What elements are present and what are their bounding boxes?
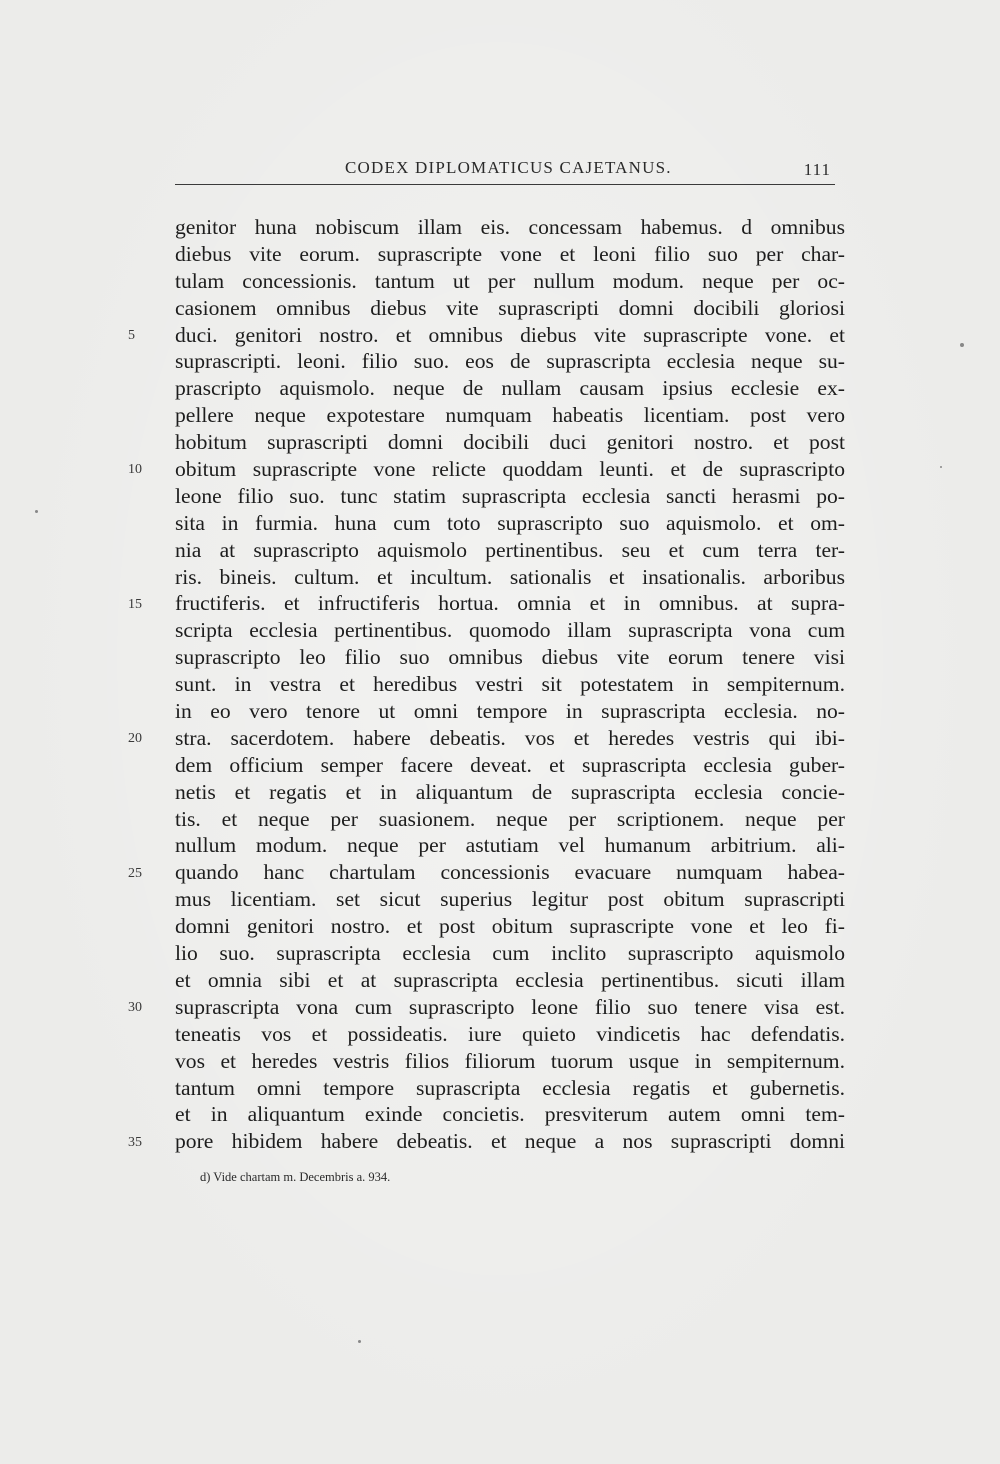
text-line: mus licentiam. set sicut superius legitur post obitum suprascripti xyxy=(175,887,845,912)
text-line: lio suo. suprascripta ecclesia cum inclito suprascripto aquismolo xyxy=(175,941,845,966)
text-line: vos et heredes vestris filios filiorum tuorum usque in sempiternum. xyxy=(175,1048,845,1073)
text-line: domni genitori nostro. et post obitum suprascripte vone et leo fi- xyxy=(175,914,845,939)
paper-speck xyxy=(358,1340,361,1343)
text-line: nia at suprascripto aquismolo pertinentibus. seu et cum terra ter- xyxy=(175,537,845,562)
text-line: suprascripto leo filio suo omnibus diebus vite eorum tenere visi xyxy=(175,645,845,670)
text-line: tantum omni tempore suprascripta ecclesia regatis et gubernetis. xyxy=(175,1075,845,1100)
body-text xyxy=(175,214,845,1155)
line-number: 20 xyxy=(128,731,142,747)
paper-speck xyxy=(35,510,38,513)
text-line: in eo vero tenore ut omni tempore in suprascripta ecclesia. no- xyxy=(175,699,845,724)
text-line: teneatis vos et possideatis. iure quieto vindicetis hac defendatis. xyxy=(175,1021,845,1046)
text-line: dem officium semper facere deveat. et suprascripta ecclesia guber- xyxy=(175,752,845,777)
text-line: ris. bineis. cultum. et incultum. sationalis et insationalis. arboribus xyxy=(175,564,845,589)
text-line: duci. genitori nostro. et omnibus diebus vite suprascripte vone. et xyxy=(175,322,845,347)
line-number: 25 xyxy=(128,865,142,881)
text-line: tis. et neque per suasionem. neque per scriptionem. neque per xyxy=(175,806,845,831)
text-line: sita in furmia. huna cum toto suprascripto suo aquismolo. et om- xyxy=(175,510,845,535)
footnote: d) Vide chartam m. Decembris a. 934. xyxy=(200,1170,391,1184)
running-head xyxy=(175,150,835,180)
text-line: suprascripti. leoni. filio suo. eos de suprascripta ecclesia neque su- xyxy=(175,349,845,374)
text-line: nullum modum. neque per astutiam vel humanum arbitrium. ali- xyxy=(175,833,845,858)
line-number: 10 xyxy=(128,462,142,478)
text-line: leone filio suo. tunc statim suprascripta ecclesia sancti herasmi po- xyxy=(175,483,845,508)
text-line: quando hanc chartulam concessionis evacuare numquam habea- xyxy=(175,860,845,885)
line-number: 35 xyxy=(128,1134,142,1150)
line-number: 30 xyxy=(128,1000,142,1016)
text-line: diebus vite eorum. suprascripte vone et leoni filio suo per char- xyxy=(175,241,845,266)
text-line: pellere neque expotestare numquam habeatis licentiam. post vero xyxy=(175,403,845,428)
text-line: obitum suprascripte vone relicte quoddam leunti. et de suprascripto xyxy=(175,457,845,482)
text-line: et in aliquantum exinde concietis. presviterum autem omni tem- xyxy=(175,1102,845,1127)
text-line: netis et regatis et in aliquantum de suprascripta ecclesia concie- xyxy=(175,779,845,804)
text-line: pore hibidem habere debeatis. et neque a nos suprascripti domni xyxy=(175,1129,845,1154)
paper-speck xyxy=(960,343,964,347)
text-line: stra. sacerdotem. habere debeatis. vos et heredes vestris qui ibi- xyxy=(175,725,845,750)
running-title: CODEX DIPLOMATICUS CAJETANUS. xyxy=(345,158,672,177)
line-number: 15 xyxy=(128,596,142,612)
text-line: tulam concessionis. tantum ut per nullum modum. neque per oc- xyxy=(175,268,845,293)
text-line: prascripto aquismolo. neque de nullam causam ipsius ecclesie ex- xyxy=(175,376,845,401)
page-number: 111 xyxy=(803,160,831,179)
text-line: suprascripta vona cum suprascripto leone filio suo tenere visa est. xyxy=(175,994,845,1019)
text-line: casionem omnibus diebus vite suprascripti domni docibili gloriosi xyxy=(175,295,845,320)
text-line: hobitum suprascripti domni docibili duci genitori nostro. et post xyxy=(175,430,845,455)
text-line: et omnia sibi et at suprascripta ecclesia pertinentibus. sicuti illam xyxy=(175,967,845,992)
paper-speck xyxy=(940,466,942,468)
header-rule xyxy=(175,184,835,185)
text-line: genitor huna nobiscum illam eis. concessam habemus. d omnibus xyxy=(175,215,845,239)
line-number: 5 xyxy=(128,327,135,343)
text-line: sunt. in vestra et heredibus vestri sit potestatem in sempiternum. xyxy=(175,672,845,697)
text-line: scripta ecclesia pertinentibus. quomodo illam suprascripta vona cum xyxy=(175,618,845,643)
text-line: fructiferis. et infructiferis hortua. omnia et in omnibus. at supra- xyxy=(175,591,845,616)
